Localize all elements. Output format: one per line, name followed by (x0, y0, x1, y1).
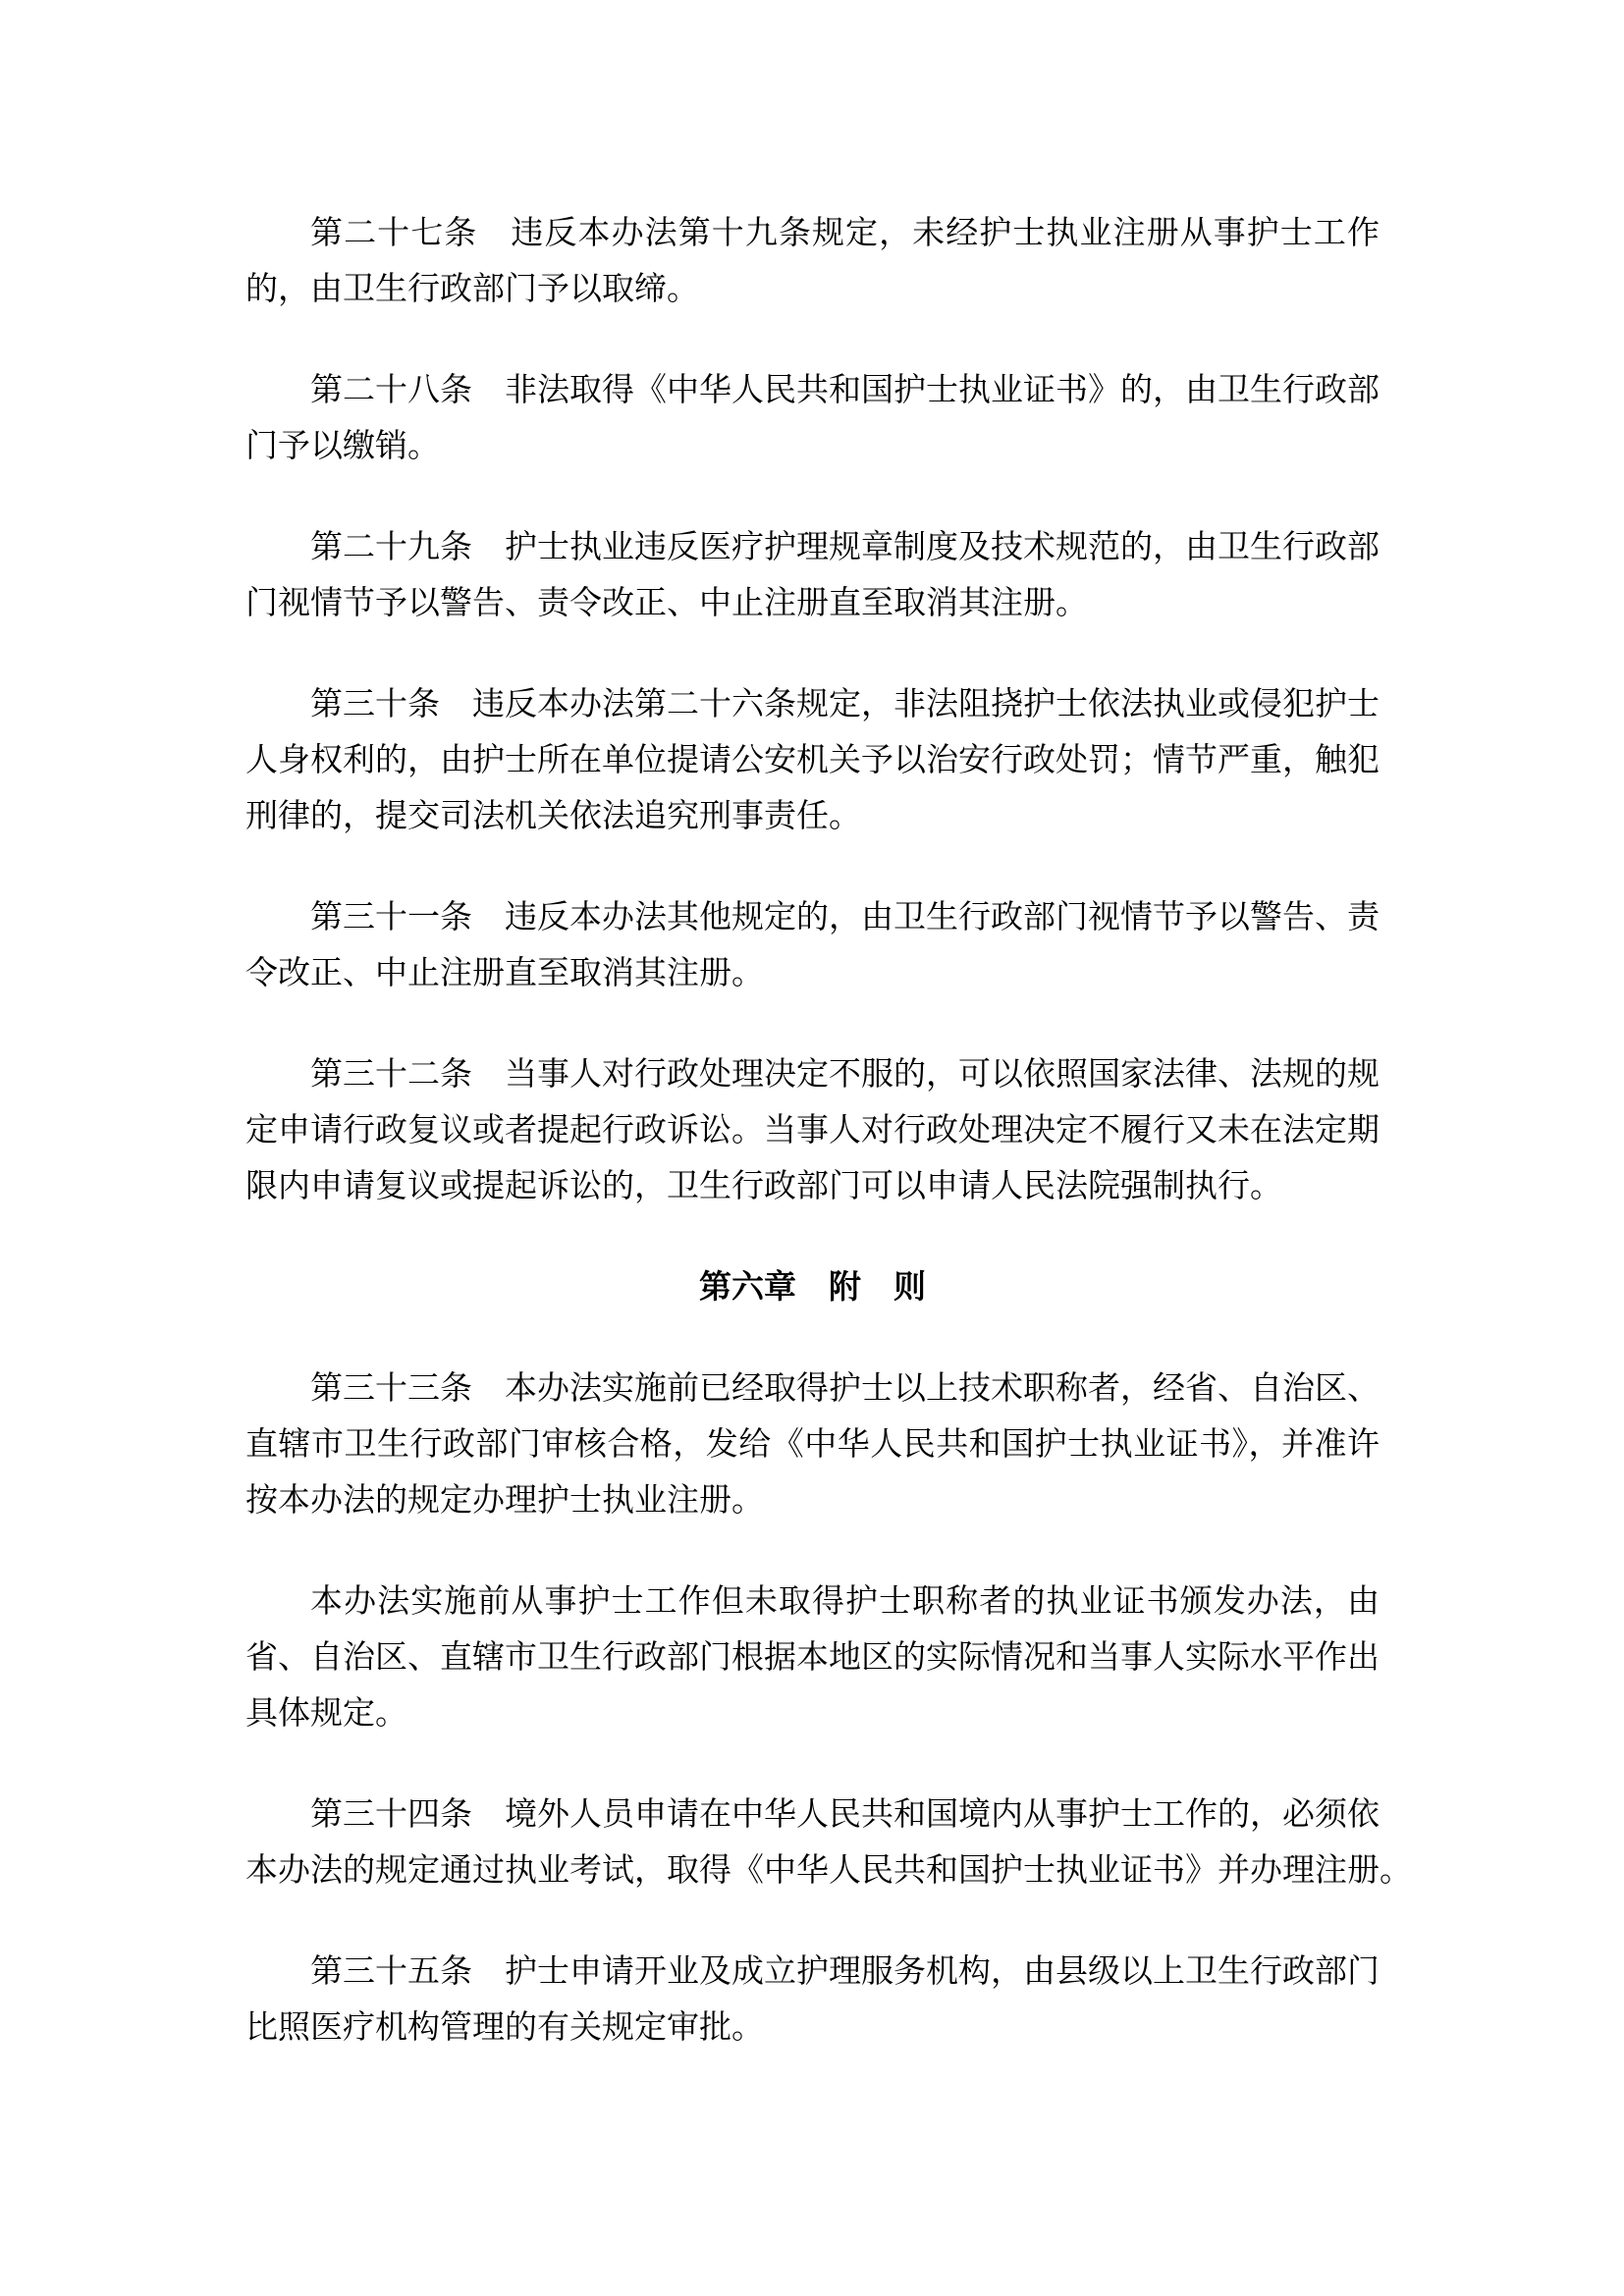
text-line: 令改正、中止注册直至取消其注册。 (245, 956, 764, 991)
article-34-paragraph (245, 1788, 1412, 1899)
text-line: 第二十八条 非法取得《中华人民共和国护士执业证书》的，由卫生行政部 (310, 373, 1380, 408)
text-line: 定申请行政复议或者提起行政诉讼。当事人对行政处理决定不履行又未在法定期 (245, 1113, 1380, 1148)
article-30-paragraph (245, 677, 1380, 845)
text-line: 第三十三条 本办法实施前已经取得护士以上技术职称者，经省、自治区、 (310, 1371, 1380, 1407)
article-33-paragraph (245, 1362, 1380, 1529)
text-line: 门予以缴销。 (245, 429, 440, 464)
text-line: 比照医疗机构管理的有关规定审批。 (245, 2010, 764, 2046)
text-line: 第二十七条 违反本办法第十九条规定，未经护士执业注册从事护士工作 (310, 216, 1380, 251)
article-28-paragraph (245, 363, 1380, 475)
article-35-paragraph (245, 1945, 1380, 2056)
article-29-paragraph (245, 520, 1380, 632)
text-line: 具体规定。 (245, 1696, 407, 1732)
text-line: 第三十二条 当事人对行政处理决定不服的，可以依照国家法律、法规的规 (310, 1057, 1380, 1093)
text-line: 第二十九条 护士执业违反医疗护理规章制度及技术规范的，由卫生行政部 (310, 530, 1380, 565)
chapter-heading: 第六章 附 则 (699, 1270, 926, 1306)
text-line: 按本办法的规定办理护士执业注册。 (245, 1483, 764, 1519)
text-line: 直辖市卫生行政部门审核合格，发给《中华人民共和国护士执业证书》，并准许 (245, 1427, 1380, 1463)
text-line: 第三十一条 违反本办法其他规定的，由卫生行政部门视情节予以警告、责 (310, 900, 1380, 935)
text-line: 本办法的规定通过执业考试，取得《中华人民共和国护士执业证书》并办理注册。 (245, 1853, 1412, 1889)
text-line: 的，由卫生行政部门予以取缔。 (245, 272, 699, 307)
text-line: 第三十四条 境外人员申请在中华人民共和国境内从事护士工作的，必须依 (310, 1797, 1380, 1833)
article-33-supplement-paragraph (245, 1575, 1380, 1742)
text-line: 门视情节予以警告、责令改正、中止注册直至取消其注册。 (245, 586, 1088, 621)
text-line: 第三十五条 护士申请开业及成立护理服务机构，由县级以上卫生行政部门 (310, 1954, 1380, 1990)
article-32-paragraph (245, 1047, 1380, 1215)
text-line: 刑律的，提交司法机关依法追究刑事责任。 (245, 799, 861, 834)
article-27-paragraph (245, 206, 1380, 318)
article-31-paragraph (245, 890, 1380, 1002)
text-line: 限内申请复议或提起诉讼的，卫生行政部门可以申请人民法院强制执行。 (245, 1169, 1282, 1204)
text-line: 本办法实施前从事护士工作但未取得护士职称者的执业证书颁发办法，由 (310, 1584, 1380, 1620)
text-line: 省、自治区、直辖市卫生行政部门根据本地区的实际情况和当事人实际水平作出 (245, 1640, 1380, 1676)
text-line: 第三十条 违反本办法第二十六条规定，非法阻挠护士依法执业或侵犯护士 (310, 687, 1380, 722)
text-line: 人身权利的，由护士所在单位提请公安机关予以治安行政处罚；情节严重，触犯 (245, 743, 1380, 778)
